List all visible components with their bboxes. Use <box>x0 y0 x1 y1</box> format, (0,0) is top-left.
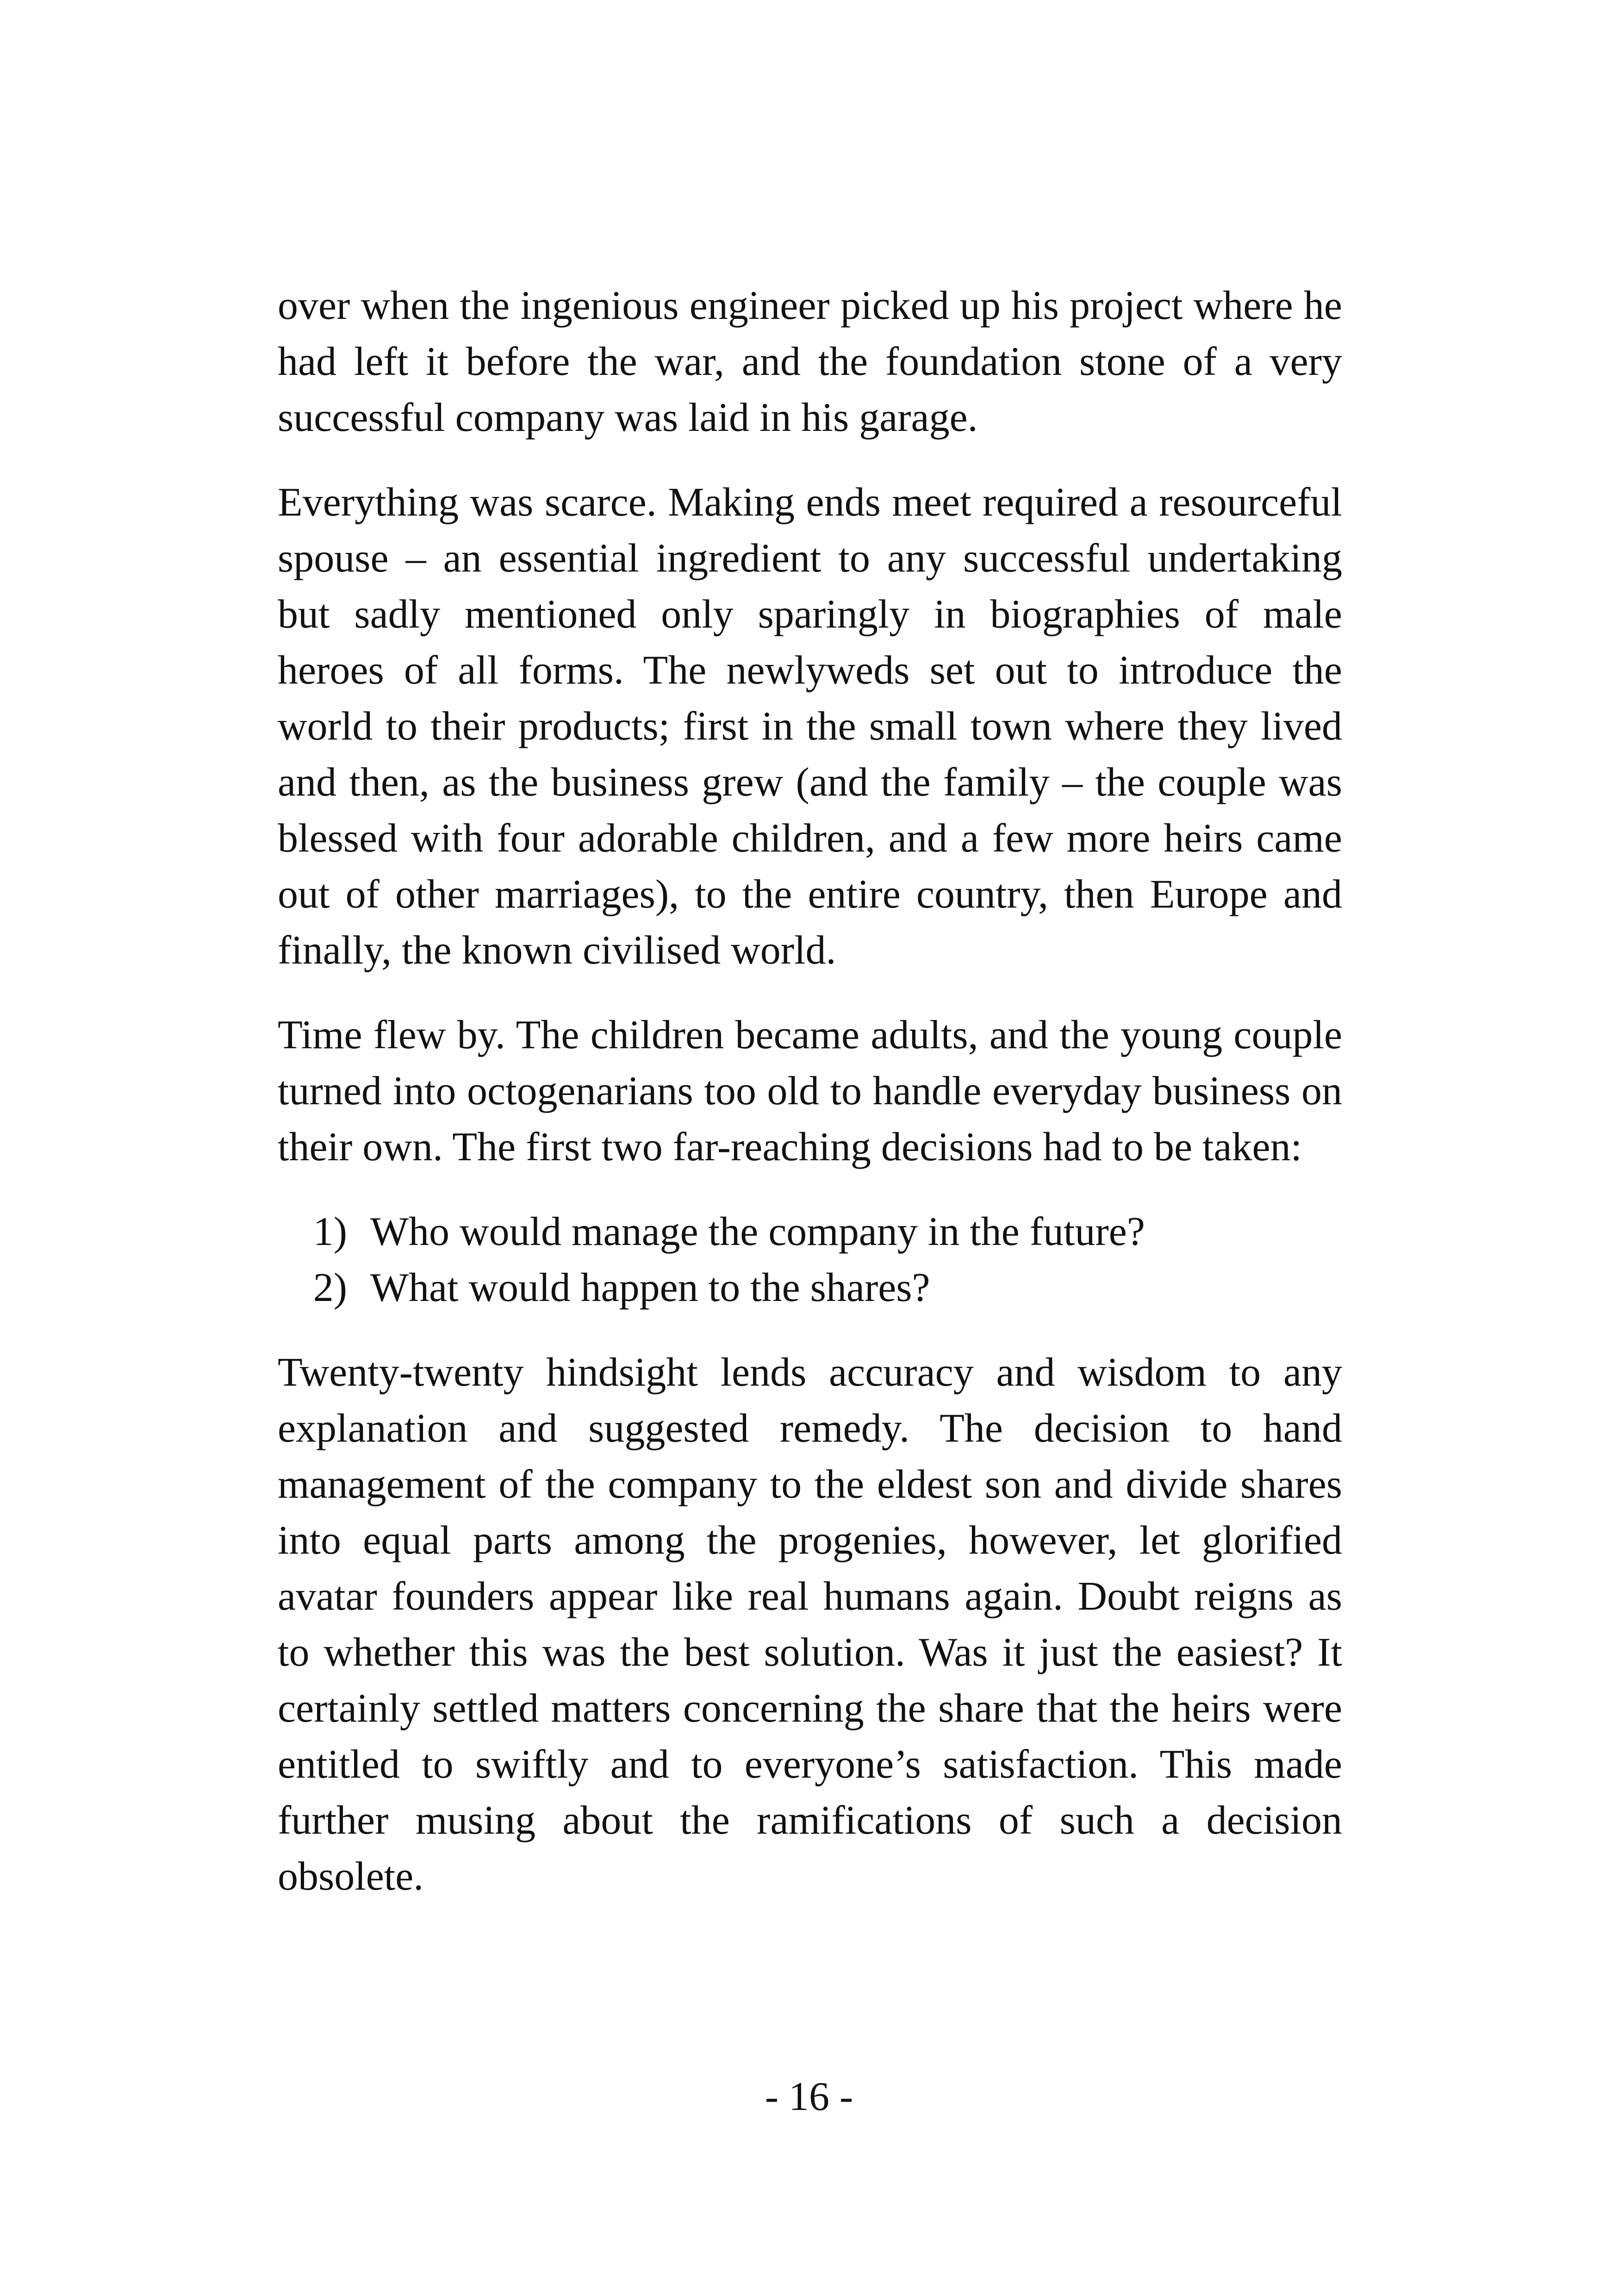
paragraph-2: Everything was scarce. Making ends meet required a resourceful spouse – an essential ingredient to any successful undertaking but sadly mentioned only sparingly in biographies of male heroes of all forms. The newlyweds set out to introduce the world to their products; first in the small town where they lived and then, as the business grew (and the family – the couple was blessed with four adorable children, and a few more heirs came out of other marriages), to the entire country, then Europe and finally, the known civilised world. <box>278 480 1342 973</box>
list-item-text: What would happen to the shares? <box>370 1265 930 1310</box>
page-number: - 16 - <box>765 2074 853 2119</box>
list-item-number: 1) <box>313 1209 347 1254</box>
list-item <box>278 1204 1342 1260</box>
list-item-text: Who would manage the company in the future? <box>370 1209 1145 1254</box>
paragraph-1: over when the ingenious engineer picked up his project where he had left it before the war, and the foundation stone of a very successful company was laid in his garage. <box>278 283 1342 440</box>
paragraph-3: Time flew by. The children became adults, and the young couple turned into octogenarians too old to handle everyday business on their own. The first two far-reaching decisions had to be taken: <box>278 1013 1342 1170</box>
numbered-list <box>278 1204 1342 1316</box>
paragraph-4: Twenty-twenty hindsight lends accuracy and wisdom to any explanation and suggested remedy. The decision to hand management of the company to the eldest son and divide shares into equal parts among the progenies, however, let glorified avatar founders appear like real humans again. Doubt reigns as to whether this was the best solution. Was it just the easiest? It certainly settled matters concerning the share that the heirs were entitled to swiftly and to everyone’s satisfaction. This made further musing about the ramifications of such a decision obsolete. <box>278 1350 1342 1899</box>
list-item <box>278 1260 1342 1316</box>
list-item-number: 2) <box>313 1265 347 1310</box>
body-text <box>278 278 1342 1933</box>
